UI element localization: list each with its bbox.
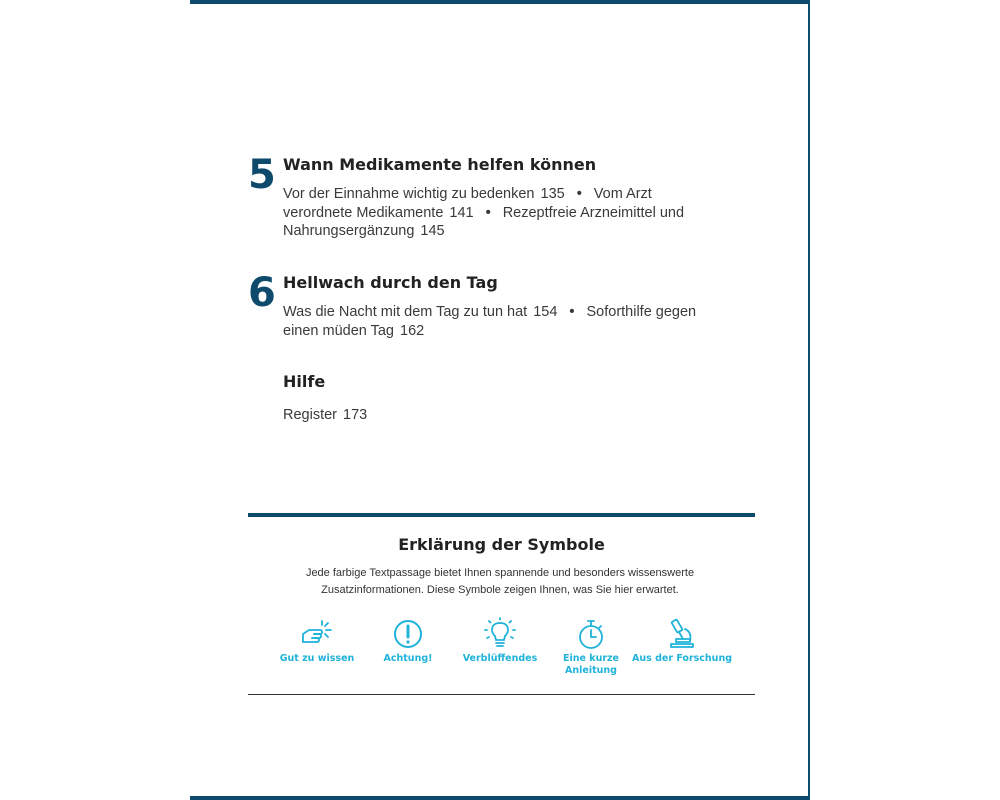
symbol-label: Gut zu wissen [279, 653, 355, 664]
symbol-aus-der-forschung [632, 617, 732, 665]
toc-entry-page: 145 [420, 223, 445, 239]
toc-entry-page: 162 [400, 322, 425, 339]
symbol-label: Verblüffendes [462, 653, 538, 664]
chapter-entries [283, 303, 703, 340]
symbol-eine-kurze-anleitung [541, 617, 641, 677]
toc-entry-text: Was die Nacht mit dem Tag zu tun hat [283, 304, 528, 320]
symbol-label: Aus der Forschung [632, 653, 733, 664]
chapter-entries [283, 185, 703, 241]
toc-entry-text: Vom Arzt verordnete Medikamente [283, 186, 652, 221]
toc-entry-page: 173 [343, 407, 368, 423]
legend-bottom-divider [248, 694, 755, 695]
chapter-number: 5 [248, 152, 276, 198]
toc-entry[interactable] [283, 407, 367, 423]
bullet-separator: • [576, 186, 582, 202]
pointing-hand-icon [300, 617, 334, 651]
exclamation-icon [391, 617, 425, 651]
lightbulb-icon [483, 617, 517, 651]
page-right-border [808, 0, 810, 800]
bullet-separator: • [485, 204, 491, 221]
section-title: Hilfe [283, 372, 326, 391]
bullet-separator: • [569, 304, 575, 320]
legend-description: Jede farbige Textpassage bietet Ihnen spannende und besonders wissenswerte Zusatzinformationen. Diese Symbole zeigen Ihnen, was Sie hier erwartet. [305, 567, 695, 596]
toc-entry-text: Soforthilfe gegen einen müden Tag [283, 304, 697, 339]
toc-entry[interactable] [283, 186, 565, 202]
toc-entry-page: 135 [540, 186, 565, 202]
toc-entry[interactable] [283, 304, 557, 320]
legend-top-divider [248, 513, 755, 517]
book-page [190, 0, 808, 800]
toc-entry-page: 141 [449, 204, 474, 221]
chapter-title: Wann Medikamente helfen können [283, 155, 597, 174]
symbol-gut-zu-wissen [267, 617, 367, 665]
chapter-title: Hellwach durch den Tag [283, 273, 498, 292]
symbol-achtung [358, 617, 458, 665]
section-entries [283, 406, 703, 425]
toc-entry-text: Rezeptfreie Arzneimittel und Nahrungsergänzung [283, 204, 685, 239]
chapter-number: 6 [248, 270, 276, 316]
symbol-verblueffendes [450, 617, 550, 665]
page-bottom-border [190, 796, 810, 800]
stopwatch-icon [574, 617, 608, 651]
page-top-border [190, 0, 810, 4]
legend-title: Erklärung der Symbole [398, 535, 605, 554]
toc-entry-text: Vor der Einnahme wichtig zu bedenken [283, 186, 535, 202]
symbol-label: Achtung! [383, 653, 433, 664]
toc-entry-text: Register [283, 407, 337, 423]
microscope-icon [665, 617, 699, 651]
toc-entry-page: 154 [533, 304, 558, 320]
symbol-label: Eine kurze Anleitung [563, 653, 619, 676]
